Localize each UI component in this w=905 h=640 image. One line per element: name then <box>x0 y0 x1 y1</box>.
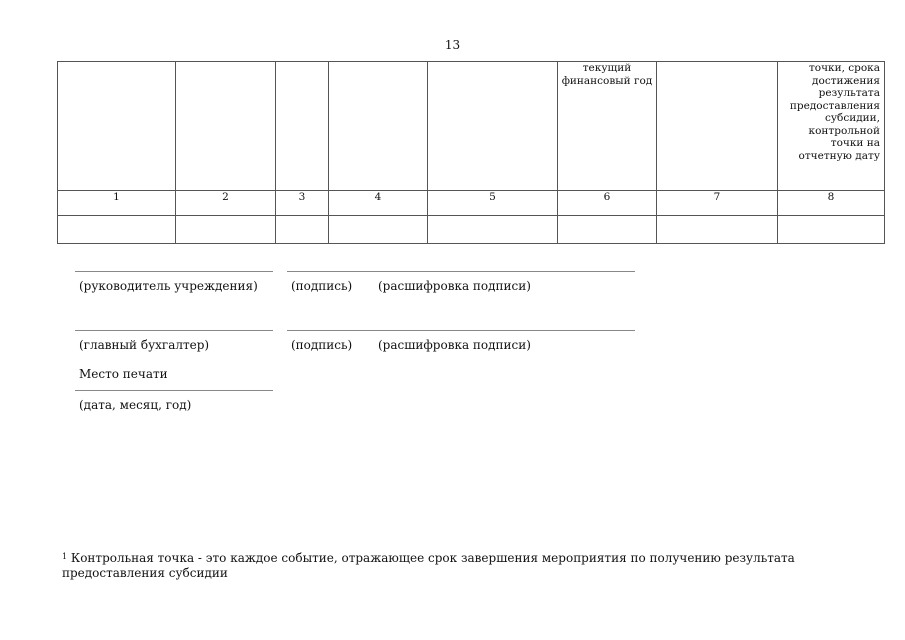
table-cell <box>176 216 276 244</box>
decoding-label-2: (расшифровка подписи) <box>378 338 531 352</box>
header-cell-control-point: точки, срока достижения результата предоставления субсидии, контрольной точки на отчетную дату <box>778 62 885 191</box>
table-cell <box>428 216 558 244</box>
table-cell <box>558 216 657 244</box>
head-label: (руководитель учреждения) <box>79 279 258 293</box>
header-cell-4 <box>329 62 428 191</box>
column-number: 8 <box>778 191 885 216</box>
accountant-label: (главный бухгалтер) <box>79 338 210 352</box>
column-number: 5 <box>428 191 558 216</box>
accountant-signature-line <box>75 330 273 331</box>
column-number: 3 <box>276 191 329 216</box>
stamp-label: Место печати <box>79 367 168 381</box>
date-line <box>75 390 273 391</box>
header-cell-current-year: текущий финансовый год <box>558 62 657 191</box>
table-data-row <box>58 216 885 244</box>
header-cell-7 <box>657 62 778 191</box>
signature-label-2: (подпись) <box>291 338 353 352</box>
column-number: 2 <box>176 191 276 216</box>
column-number: 1 <box>58 191 176 216</box>
signature-label-1: (подпись) <box>291 279 353 293</box>
page-number: 13 <box>444 38 461 52</box>
column-number-row <box>58 191 885 216</box>
report-table <box>57 61 885 244</box>
table-cell <box>329 216 428 244</box>
table-header-row <box>58 62 885 191</box>
header-cell-2 <box>176 62 276 191</box>
table-cell <box>276 216 329 244</box>
footnote-text: Контрольная точка - это каждое событие, отражающее срок завершения мероприятия по получению результата предоставления субсидии <box>62 551 795 580</box>
footnote <box>62 551 852 581</box>
header-cell-3 <box>276 62 329 191</box>
table-cell <box>657 216 778 244</box>
column-number: 6 <box>558 191 657 216</box>
decoding-label-1: (расшифровка подписи) <box>378 279 531 293</box>
date-label: (дата, месяц, год) <box>79 398 192 412</box>
table-cell <box>58 216 176 244</box>
column-number: 7 <box>657 191 778 216</box>
header-cell-5 <box>428 62 558 191</box>
footnote-marker: 1 <box>62 552 68 561</box>
head-signature-line <box>75 271 273 272</box>
head-decoding-line <box>287 271 635 272</box>
column-number: 4 <box>329 191 428 216</box>
header-cell-1 <box>58 62 176 191</box>
accountant-decoding-line <box>287 330 635 331</box>
table-cell <box>778 216 885 244</box>
